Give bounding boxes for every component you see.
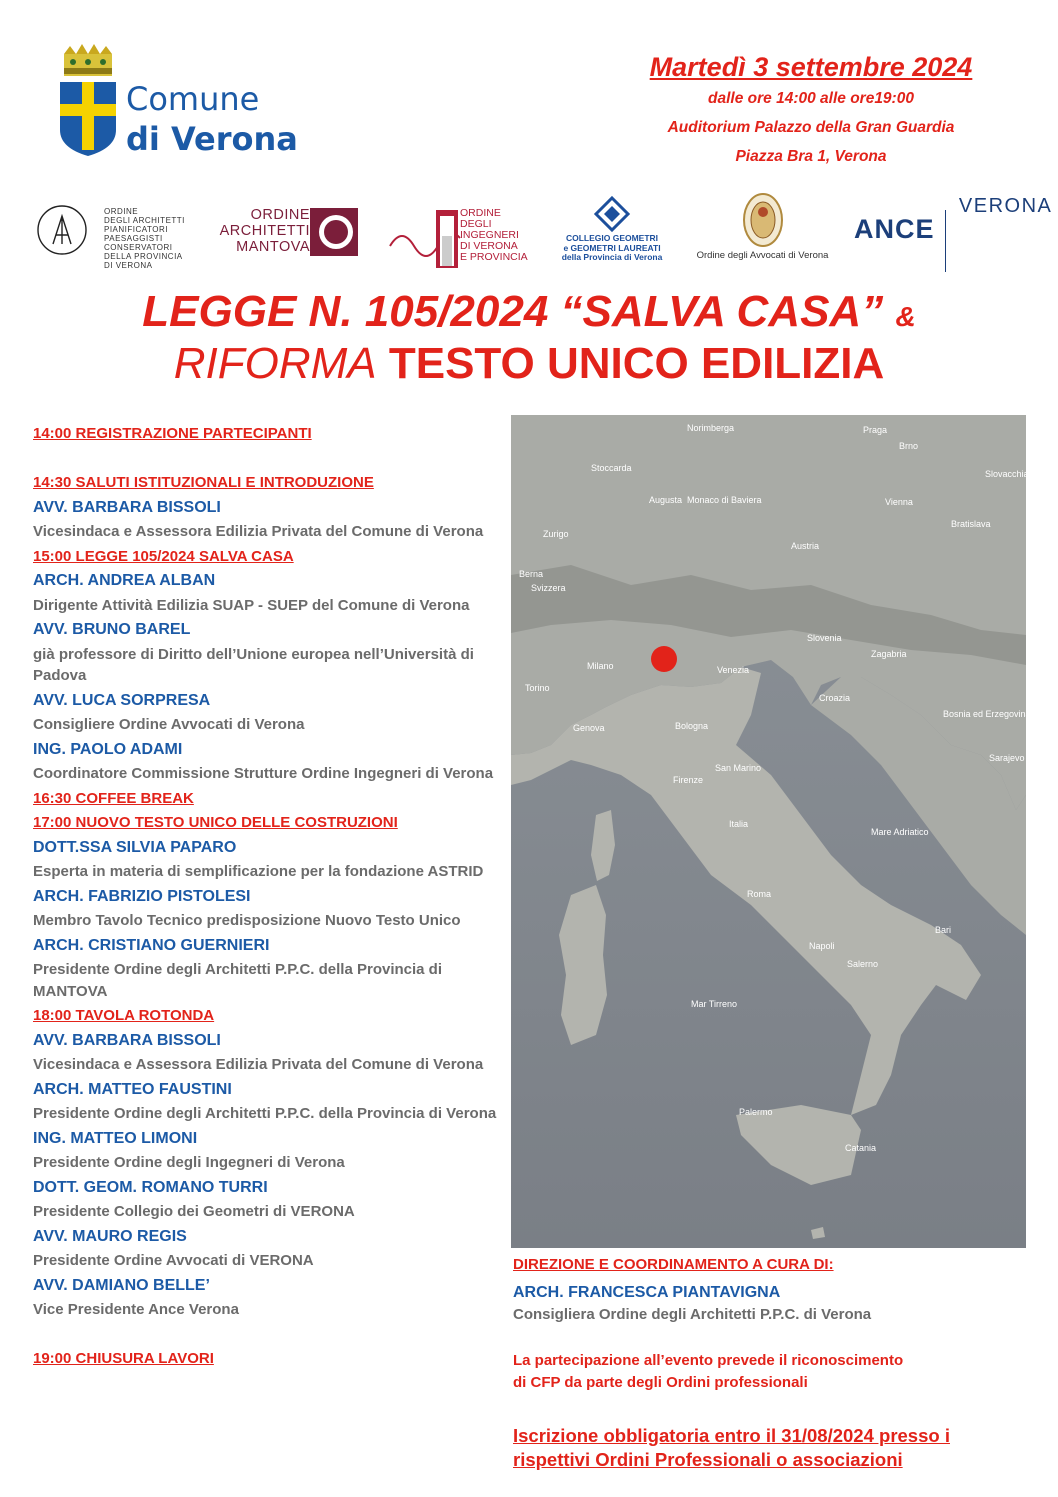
avvocati-seal-icon	[742, 192, 784, 248]
map-label: Mare Adriatico	[871, 827, 929, 837]
event-date-block	[596, 50, 1026, 171]
logo-text-line: ORDINE DEGLI	[460, 207, 501, 230]
comune-name-line2: di Verona	[126, 120, 298, 158]
logo-text-line: PIANIFICATORI	[104, 225, 168, 234]
map-label: Slovacchia	[985, 469, 1029, 479]
programme-list	[33, 422, 508, 1372]
main-title-riforma: RIFORMA	[173, 339, 377, 388]
programme-speaker-role: Dirigente Attività Edilizia SUAP - SUEP del Comune di Verona	[33, 596, 470, 614]
comune-name-line1: Comune	[126, 80, 260, 118]
ance-divider	[945, 210, 947, 272]
logo-text-line: CONSERVATORI	[104, 243, 173, 252]
map-label: Palermo	[739, 1107, 773, 1117]
logo-ordine-avvocati	[690, 192, 835, 261]
programme-speaker-role: Consigliere Ordine Avvocati di Verona	[33, 716, 305, 733]
map-label: Mar Tirreno	[691, 999, 738, 1009]
map-label: Croazia	[819, 693, 851, 703]
map-label: Augusta	[649, 495, 683, 505]
map-label: Slovenia	[807, 633, 842, 643]
map-label: Sarajevo	[989, 753, 1025, 763]
ance-verona-text: VERONA	[958, 195, 1053, 217]
programme-speaker: ARCH. MATTEO FAUSTINI	[33, 1080, 232, 1098]
logo-text-line: DI VERONA	[460, 240, 518, 252]
logo-text-line: COLLEGIO GEOMETRI	[565, 233, 659, 243]
programme-speaker-role: Esperta in materia di semplificazione per la fondazione ASTRID	[33, 863, 484, 880]
architetti-mantova-emblem-icon	[310, 208, 358, 256]
programme-session: 16:30 COFFEE BREAK	[33, 789, 194, 807]
logo-text-line: ORDINE	[104, 207, 139, 216]
logo-text-line: ARCHITETTI	[219, 223, 310, 239]
programme-session: 14:00 REGISTRAZIONE PARTECIPANTI	[33, 425, 312, 442]
architetti-verona-emblem-icon	[36, 204, 88, 256]
verona-crest-logo	[58, 44, 118, 156]
architetti-mantova-text	[210, 207, 310, 255]
map-label: Vienna	[885, 497, 913, 507]
programme-speaker-role: Vicesindaca e Assessora Edilizia Privata del Comune di Verona	[33, 1056, 484, 1073]
italy-map	[511, 415, 1031, 1257]
map-label: Roma	[747, 889, 772, 899]
avvocati-text: Ordine degli Avvocati di Verona	[696, 250, 829, 261]
map-label: Firenze	[673, 775, 704, 785]
map-label: San Marino	[715, 763, 762, 773]
programme-speaker-role: Vicesindaca e Assessora Edilizia Privata del Comune di Verona	[33, 523, 484, 540]
architetti-verona-text	[104, 207, 224, 270]
main-title-line1	[0, 286, 1058, 343]
programme-speaker: AVV. LUCA SORPRESA	[33, 691, 211, 709]
programme-gap	[33, 1323, 508, 1348]
programme-speaker-role: Presidente Ordine degli Architetti P.P.C. della Provincia di MANTOVA	[33, 961, 443, 1000]
logo-text-line: e GEOMETRI LAUREATI	[563, 242, 661, 253]
logo-text-line: E PROVINCIA	[460, 251, 528, 263]
map-label: Svizzera	[531, 583, 566, 593]
logo-text-line: PAESAGGISTI	[104, 234, 163, 243]
map-label: Zurigo	[543, 529, 569, 539]
logo-text-line: INGEGNERI	[460, 229, 519, 241]
map-label: Genova	[573, 723, 605, 733]
programme-speaker-role: Membro Tavolo Tecnico predisposizione Nuovo Testo Unico	[33, 912, 461, 929]
verona-marker	[651, 646, 677, 672]
programme-speaker-role: già professore di Diritto dell’Unione europea nell’Università di Padova	[33, 645, 474, 684]
programme-speaker: DOTT. GEOM. ROMANO TURRI	[33, 1178, 268, 1196]
logo-text-line: DEGLI ARCHITETTI	[104, 216, 185, 225]
map-label: Milano	[587, 661, 614, 671]
cfp-notice	[513, 1350, 1033, 1394]
programme-speaker: ARCH. CRISTIANO GUERNIERI	[33, 936, 270, 954]
main-title-testo-unico: TESTO UNICO EDILIZIA	[388, 339, 885, 388]
direction-name: ARCH. FRANCESCA PIANTAVIGNA	[513, 1284, 781, 1301]
map-label: Praga	[863, 425, 888, 435]
programme-session: 15:00 LEGGE 105/2024 SALVA CASA	[33, 547, 294, 565]
programme-speaker: DOTT.SSA SILVIA PAPARO	[33, 838, 237, 856]
programme-speaker-role: Presidente Collegio dei Geometri di VERONA	[33, 1203, 355, 1220]
main-title-ampersand: &	[895, 301, 916, 332]
cfp-line2: di CFP da parte degli Ordini professionali	[513, 1374, 808, 1391]
map-label: Norimberga	[687, 423, 735, 433]
logo-ance-verona	[854, 195, 1053, 276]
programme-speaker-role: Coordinatore Commissione Strutture Ordine Ingegneri di Verona	[33, 765, 494, 782]
map-label: Bologna	[675, 721, 709, 731]
programme-speaker: AVV. BRUNO BAREL	[33, 621, 191, 638]
programme-speaker: ING. MATTEO LIMONI	[33, 1129, 198, 1147]
map-label: Italia	[729, 819, 749, 829]
map-label: Brno	[899, 441, 919, 451]
map-label: Bratislava	[951, 519, 991, 529]
programme-session: 18:00 TAVOLA ROTONDA	[33, 1007, 215, 1024]
programme-gap	[33, 447, 508, 472]
map-label: Venezia	[717, 665, 750, 675]
event-date: Martedì 3 settembre 2024	[649, 52, 973, 82]
map-label: Malta	[821, 1247, 844, 1257]
direction-role: Consigliera Ordine degli Architetti P.P.C. di Verona	[513, 1306, 872, 1323]
ance-text: ANCE	[854, 214, 935, 244]
programme-speaker: ARCH. FABRIZIO PISTOLESI	[33, 887, 251, 905]
map-label: Zagabria	[871, 649, 907, 659]
cfp-line1: La partecipazione all’evento prevede il riconoscimento	[513, 1352, 904, 1369]
event-time: dalle ore 14:00 alle ore19:00	[708, 90, 914, 107]
geometri-emblem-icon	[594, 196, 630, 234]
direction-title: DIREZIONE E COORDINAMENTO A CURA DI:	[513, 1256, 834, 1273]
logo-text-line: ORDINE	[250, 207, 310, 223]
map-label: Monaco di Baviera	[687, 495, 762, 505]
logo-text-line: della Provincia di Verona	[561, 252, 663, 262]
registration-line1: Iscrizione obbligatoria entro il 31/08/2024 presso i	[513, 1425, 950, 1446]
programme-speaker: AVV. DAMIANO BELLE’	[33, 1276, 210, 1294]
programme-speaker: ARCH. ANDREA ALBAN	[33, 572, 216, 589]
geometri-text	[553, 234, 671, 263]
event-venue: Auditorium Palazzo della Gran Guardia	[667, 119, 955, 136]
programme-speaker: AVV. BARBARA BISSOLI	[33, 1031, 221, 1049]
programme-session: 19:00 CHIUSURA LAVORI	[33, 1350, 214, 1367]
map-label: Austria	[791, 541, 820, 551]
logo-text-line: DELLA PROVINCIA	[104, 252, 183, 261]
main-title-line2	[0, 338, 1058, 390]
ingegneri-verona-text	[460, 208, 530, 263]
map-label: Bari	[935, 925, 952, 935]
map-label: Catania	[845, 1143, 877, 1153]
logo-text-line: MANTOVA	[236, 239, 310, 255]
programme-speaker: AVV. MAURO REGIS	[33, 1227, 187, 1245]
programme-speaker-role: Presidente Ordine degli Ingegneri di Verona	[33, 1154, 345, 1171]
main-title-law: LEGGE N. 105/2024 “SALVA CASA”	[142, 287, 884, 336]
programme-speaker: AVV. BARBARA BISSOLI	[33, 498, 221, 516]
programme-speaker-role: Vice Presidente Ance Verona	[33, 1301, 239, 1318]
programme-session: 14:30 SALUTI ISTITUZIONALI E INTRODUZIONE	[33, 474, 374, 491]
programme-speaker-role: Presidente Ordine Avvocati di VERONA	[33, 1252, 314, 1269]
ingegneri-verona-emblem-icon	[390, 206, 460, 270]
logo-text-line: DI VERONA	[104, 261, 153, 270]
registration-notice	[513, 1424, 1033, 1472]
map-label: Salerno	[847, 959, 879, 969]
map-label: Stoccarda	[591, 463, 632, 473]
programme-speaker: ING. PAOLO ADAMI	[33, 740, 183, 758]
logo-collegio-geometri	[553, 196, 671, 263]
registration-line2: rispettivi Ordini Professionali o associazioni	[513, 1449, 903, 1470]
map-label: Bosnia ed Erzegovina	[943, 709, 1031, 719]
map-label: Napoli	[809, 941, 835, 951]
map-label: Torino	[525, 683, 550, 693]
programme-session: 17:00 NUOVO TESTO UNICO DELLE COSTRUZIONI	[33, 814, 398, 831]
event-address: Piazza Bra 1, Verona	[735, 148, 887, 165]
programme-speaker-role: Presidente Ordine degli Architetti P.P.C. della Provincia di Verona	[33, 1105, 497, 1122]
map-label: Berna	[519, 569, 544, 579]
